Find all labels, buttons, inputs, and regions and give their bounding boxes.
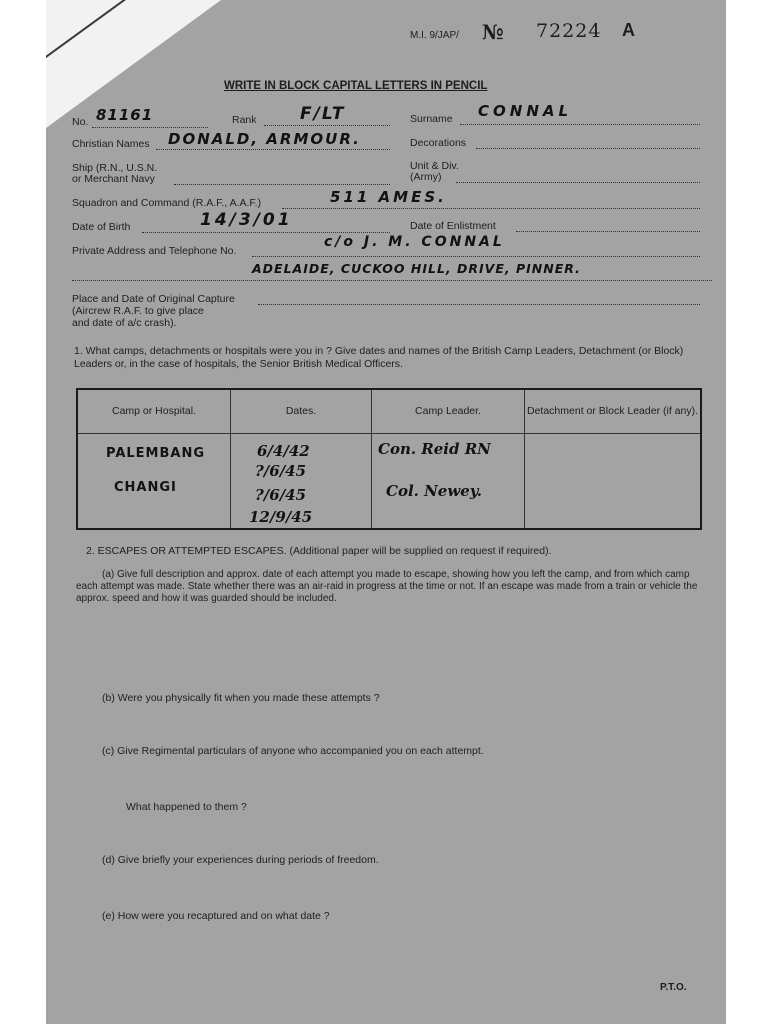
capture-line [258,304,700,305]
form-number: 72224 [536,20,602,42]
squadron-label: Squadron and Command (R.A.F., A.A.F.) [72,197,262,209]
surname-line [460,124,700,125]
christian-names-value: DONALD, ARMOUR. [168,130,361,148]
header-detachment: Detachment or Block Leader (if any). [525,389,702,433]
address-label: Private Address and Telephone No. [72,245,237,257]
address-line-2 [72,280,712,281]
camp-cell [77,433,231,529]
instruction-heading: WRITE IN BLOCK CAPITAL LETTERS IN PENCIL [224,80,488,92]
form-suffix: A [622,20,635,40]
surname-value: CONNAL [478,102,573,120]
question-2-title: 2. ESCAPES OR ATTEMPTED ESCAPES. (Additional paper will be supplied on request if required). [86,545,552,557]
camp-table [76,388,702,530]
detachment-cell [525,433,702,529]
decorations-label: Decorations [410,137,467,149]
ship-label-2: or Merchant Navy [72,173,155,185]
leader-2: Col. Newey. [386,481,483,500]
capture-label-1: Place and Date of Original Capture [72,293,235,305]
date-4: 12/9/45 [249,507,313,526]
camp-2: CHANGI [114,479,177,495]
enlistment-line [516,231,700,232]
question-2a: (a) Give full description and approx. date of each attempt you made to escape, showing how you left the camp, and from which camp each attempt was made. State whether there was an air-raid in progress at the time or not. If an escape was made from a train or vehicle the approx. speed and how it was guarded should be included. [76,569,698,604]
form-page [46,0,726,1024]
christian-names-label: Christian Names [72,138,150,150]
address-value-2: ADELAIDE, CUCKOO HILL, DRIVE, PINNER. [252,261,581,276]
service-number: 81161 [96,106,154,124]
unit-line [456,182,700,183]
ship-line [174,184,390,185]
pto-label: P.T.O. [660,982,687,993]
address-line-1 [252,256,700,257]
dob-label: Date of Birth [72,221,131,233]
decorations-line [476,148,700,149]
rank-label: Rank [232,114,257,126]
dob-line [142,232,390,233]
question-2c: (c) Give Regimental particulars of anyone who accompanied you on each attempt. [102,745,484,757]
ref-code: M.I. 9/JAP/ [410,30,459,41]
capture-label-3: and date of a/c crash). [72,317,177,329]
rank-value: F/LT [300,104,346,124]
enlistment-label: Date of Enlistment [410,220,496,232]
header-camp: Camp or Hospital. [77,389,231,433]
squadron-line [282,208,700,209]
christian-names-line [156,149,390,150]
header-leader: Camp Leader. [372,389,525,433]
address-value-1: c/o J. M. CONNAL [324,234,505,250]
camp-1: PALEMBANG [106,445,206,461]
surname-label: Surname [410,113,453,125]
unit-label-1: Unit & Div. [410,160,459,172]
no-label: No. [72,116,89,128]
ship-label-1: Ship (R.N., U.S.N. [72,162,158,174]
header-dates: Dates. [231,389,372,433]
squadron-value: 511 AMES. [330,188,447,206]
question-2b: (b) Were you physically fit when you made these attempts ? [102,692,380,704]
leader-1: Con. Reid RN [378,439,491,458]
capture-label-2: (Aircrew R.A.F. to give place [72,305,204,317]
question-2e: (e) How were you recaptured and on what date ? [102,910,330,922]
unit-label-2: (Army) [410,171,442,183]
question-2c-followup: What happened to them ? [126,801,247,813]
date-3: ?/6/45 [255,485,307,504]
date-1: 6/4/42 [257,441,310,460]
leader-cell [372,433,525,529]
dates-cell [231,433,372,529]
dob-value: 14/3/01 [200,210,293,230]
question-2d: (d) Give briefly your experiences during periods of freedom. [102,854,379,866]
date-2: ?/6/45 [255,461,307,480]
no-line [92,127,208,128]
question-1: 1. What camps, detachments or hospitals were you in ? Give dates and names of the British Camp Leaders, Detachment (or Block) Leaders or, in the case of hospitals, the Senior British Medical Officers. [74,345,684,370]
number-mark: № [482,20,504,44]
rank-line [264,125,390,126]
